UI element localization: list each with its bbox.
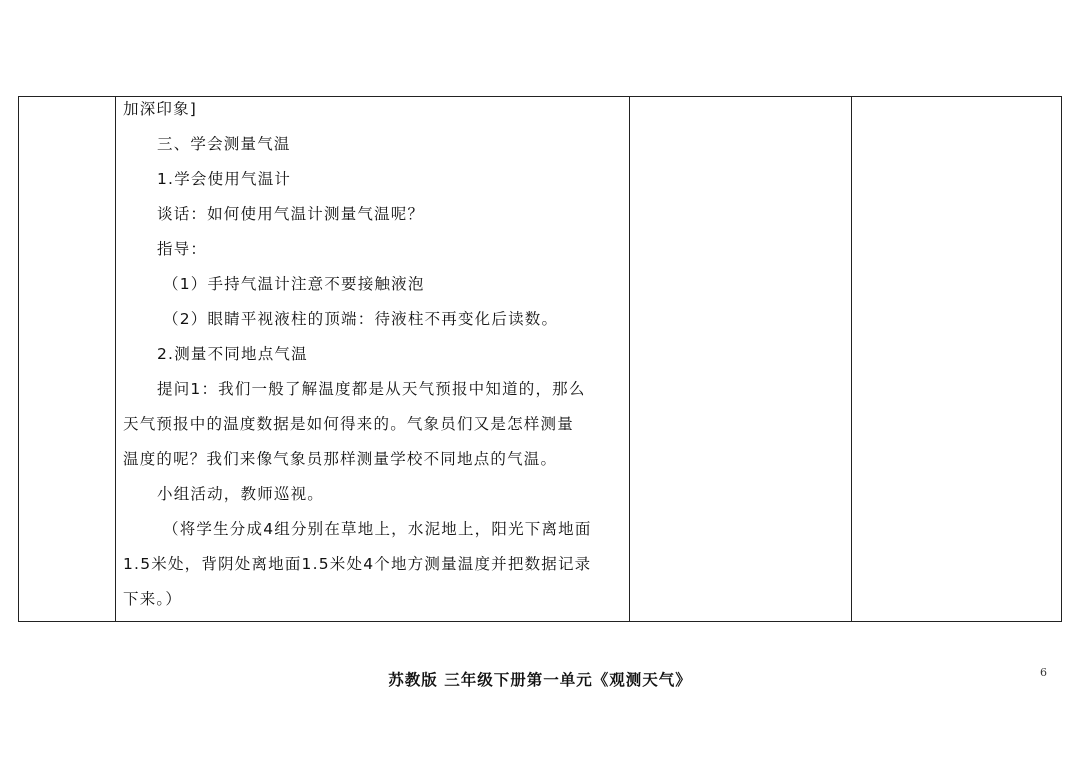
lesson-plan-table xyxy=(18,96,1062,622)
content-line: （将学生分成4组分别在草地上，水泥地上，阳光下离地面 xyxy=(163,520,592,538)
content-line: 小组活动，教师巡视。 xyxy=(157,485,325,503)
content-line: 三、学会测量气温 xyxy=(157,135,291,153)
content-line: （1）手持气温计注意不要接触液泡 xyxy=(163,275,425,293)
content-line: 2.测量不同地点气温 xyxy=(157,345,308,363)
page-number: 6 xyxy=(1040,666,1047,679)
content-line: 谈话：如何使用气温计测量气温呢？ xyxy=(157,205,425,223)
content-line: （2）眼睛平视液柱的顶端：待液柱不再变化后读数。 xyxy=(163,310,559,328)
content-line: 天气预报中的温度数据是如何得来的。气象员们又是怎样测量 xyxy=(123,415,574,433)
content-line: 1.学会使用气温计 xyxy=(157,170,292,188)
footer-title: 苏教版 三年级下册第一单元《观测天气》 xyxy=(388,671,692,689)
content-line: 下来。） xyxy=(123,590,183,608)
table-column-divider xyxy=(115,97,116,621)
content-line: 提问1：我们一般了解温度都是从天气预报中知道的，那么 xyxy=(157,380,586,398)
content-line: 1.5米处，背阴处离地面1.5米处4个地方测量温度并把数据记录 xyxy=(123,555,592,573)
table-column-divider xyxy=(629,97,630,621)
content-line: 指导： xyxy=(157,240,208,258)
content-line: 加深印象] xyxy=(123,100,198,118)
content-line: 温度的呢？我们来像气象员那样测量学校不同地点的气温。 xyxy=(123,450,558,468)
table-column-divider xyxy=(851,97,852,621)
